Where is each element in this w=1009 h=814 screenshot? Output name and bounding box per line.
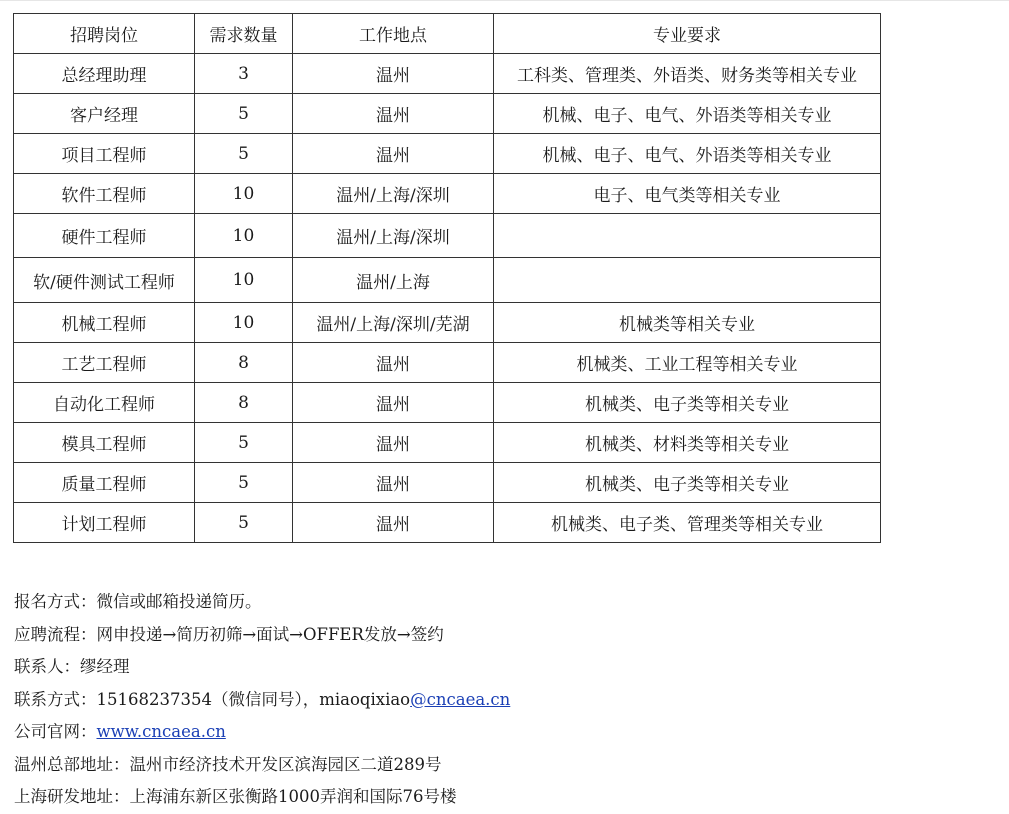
row-position: 客户经理 (14, 94, 195, 134)
row-major: 机械类、工业工程等相关专业 (494, 343, 881, 383)
header-quantity: 需求数量 (195, 14, 293, 54)
shanghai-address-line: 上海研发地址：上海浦东新区张衡路1000弄润和国际76号楼 (14, 787, 457, 806)
row-major: 机械类等相关专业 (494, 303, 881, 343)
row-quantity: 5 (195, 503, 293, 543)
row-major: 机械、电子、电气、外语类等相关专业 (494, 134, 881, 174)
contact-info-section (14, 586, 510, 814)
row-major: 电子、电气类等相关专业 (494, 174, 881, 214)
table-row (14, 503, 881, 543)
row-quantity: 10 (195, 174, 293, 214)
row-location: 温州/上海/深圳 (293, 174, 494, 214)
table-row (14, 54, 881, 94)
header-position: 招聘岗位 (14, 14, 195, 54)
row-quantity: 5 (195, 94, 293, 134)
row-position: 硬件工程师 (14, 214, 195, 258)
recruitment-table (13, 13, 881, 543)
row-location: 温州/上海/深圳 (293, 214, 494, 258)
table-row (14, 174, 881, 214)
row-location: 温州 (293, 94, 494, 134)
website-label: 公司官网： (14, 722, 97, 741)
row-quantity: 3 (195, 54, 293, 94)
header-location: 工作地点 (293, 14, 494, 54)
table-row (14, 343, 881, 383)
row-quantity: 8 (195, 343, 293, 383)
process-line: 应聘流程：网申投递→简历初筛→面试→OFFER发放→签约 (14, 624, 444, 644)
row-quantity: 5 (195, 423, 293, 463)
row-location: 温州/上海/深圳/芜湖 (293, 303, 494, 343)
row-major: 机械类、电子类等相关专业 (494, 383, 881, 423)
row-major (494, 258, 881, 303)
row-quantity: 5 (195, 134, 293, 174)
table-header-row (14, 14, 881, 54)
row-position: 计划工程师 (14, 503, 195, 543)
website-line (14, 716, 510, 749)
table-row (14, 94, 881, 134)
row-position: 软/硬件测试工程师 (14, 258, 195, 303)
row-location: 温州 (293, 423, 494, 463)
row-position: 工艺工程师 (14, 343, 195, 383)
row-position: 自动化工程师 (14, 383, 195, 423)
row-major: 工科类、管理类、外语类、财务类等相关专业 (494, 54, 881, 94)
row-location: 温州 (293, 463, 494, 503)
recruitment-table-body (14, 14, 881, 543)
row-quantity: 8 (195, 383, 293, 423)
row-major: 机械、电子、电气、外语类等相关专业 (494, 94, 881, 134)
row-position: 软件工程师 (14, 174, 195, 214)
row-location: 温州 (293, 134, 494, 174)
row-location: 温州 (293, 503, 494, 543)
row-quantity: 10 (195, 303, 293, 343)
table-row (14, 214, 881, 258)
contact-method-line (14, 684, 510, 717)
row-quantity: 10 (195, 214, 293, 258)
table-row (14, 134, 881, 174)
header-major: 专业要求 (494, 14, 881, 54)
row-major (494, 214, 881, 258)
row-position: 总经理助理 (14, 54, 195, 94)
row-major: 机械类、材料类等相关专业 (494, 423, 881, 463)
row-major: 机械类、电子类等相关专业 (494, 463, 881, 503)
contact-person-line: 联系人：缪经理 (14, 657, 130, 676)
row-location: 温州/上海 (293, 258, 494, 303)
row-location: 温州 (293, 383, 494, 423)
row-location: 温州 (293, 54, 494, 94)
row-quantity: 5 (195, 463, 293, 503)
table-row (14, 258, 881, 303)
table-row (14, 383, 881, 423)
row-major: 机械类、电子类、管理类等相关专业 (494, 503, 881, 543)
row-position: 模具工程师 (14, 423, 195, 463)
wenzhou-address-line: 温州总部地址：温州市经济技术开发区滨海园区二道289号 (14, 754, 442, 774)
table-row (14, 303, 881, 343)
row-position: 机械工程师 (14, 303, 195, 343)
row-position: 项目工程师 (14, 134, 195, 174)
email-link[interactable]: @cncaea.cn (410, 689, 511, 709)
row-position: 质量工程师 (14, 463, 195, 503)
table-row (14, 463, 881, 503)
apply-method-line: 报名方式：微信或邮箱投递简历。 (14, 592, 262, 611)
table-row (14, 423, 881, 463)
contact-method-text: 联系方式：15168237354（微信同号），miaoqixiao (14, 689, 411, 709)
row-quantity: 10 (195, 258, 293, 303)
website-link[interactable]: www.cncaea.cn (96, 722, 226, 741)
top-divider (0, 0, 1009, 1)
row-location: 温州 (293, 343, 494, 383)
